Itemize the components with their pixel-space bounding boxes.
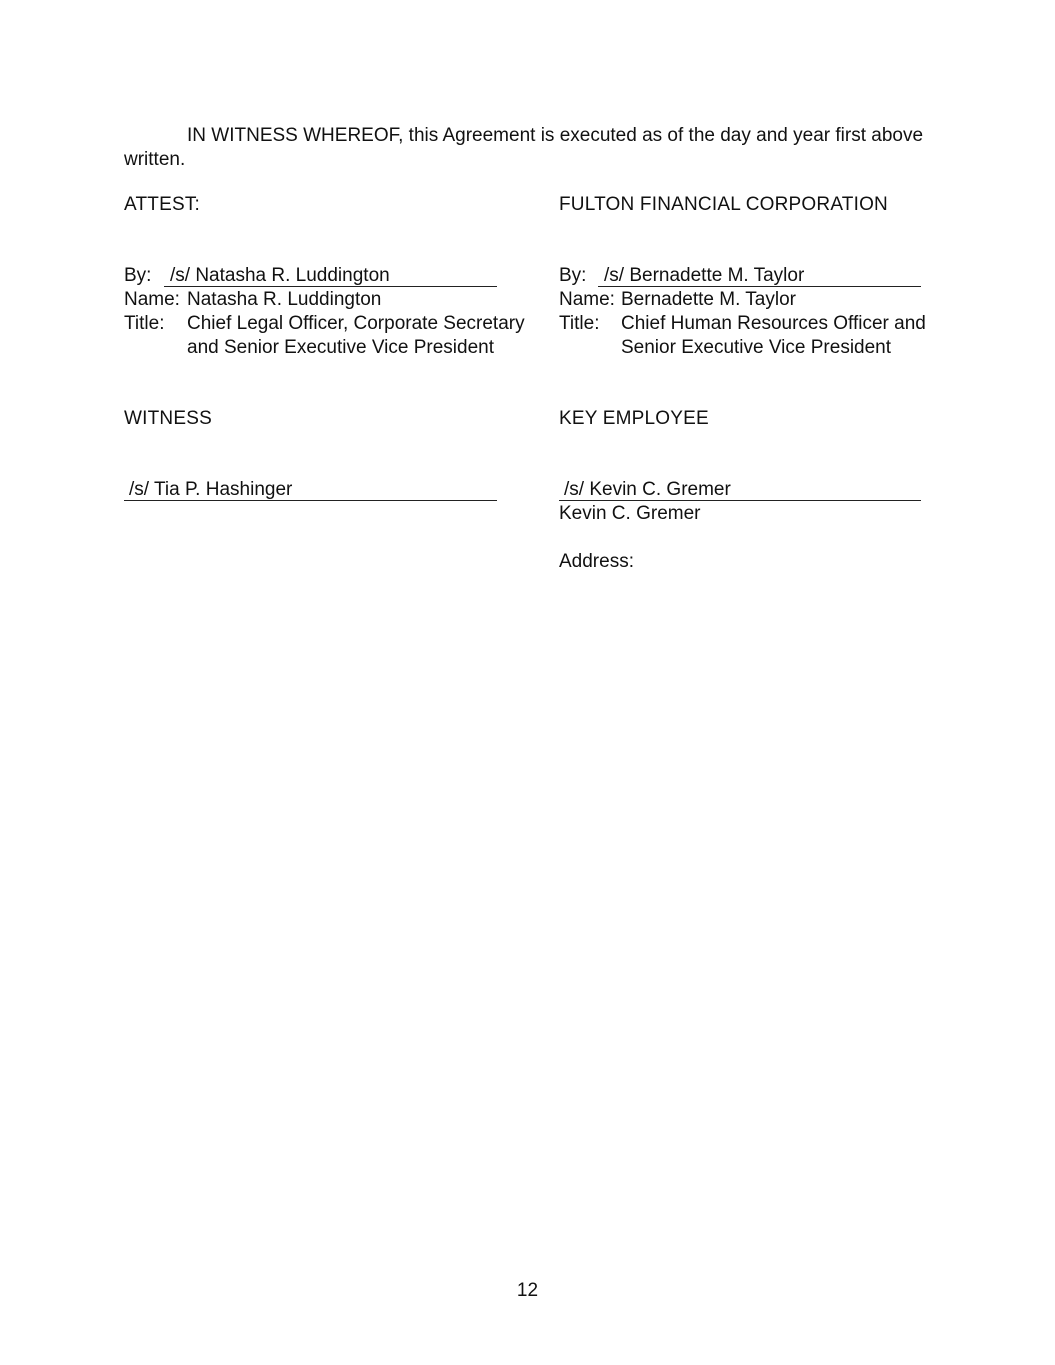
company-name-label: Name:	[559, 289, 615, 310]
witness-signature-line	[124, 500, 497, 501]
employee-signature: /s/ Kevin C. Gremer	[564, 479, 731, 500]
company-by-label: By:	[559, 265, 587, 286]
employee-signature-line	[559, 500, 921, 501]
attest-signature-line	[164, 286, 497, 287]
attest-name-label: Name:	[124, 289, 180, 310]
attest-title-label: Title:	[124, 313, 165, 334]
company-name: Bernadette M. Taylor	[621, 289, 796, 310]
witness-signature: /s/ Tia P. Hashinger	[129, 479, 293, 500]
intro-text-line-2: written.	[124, 149, 186, 170]
employee-heading: KEY EMPLOYEE	[559, 408, 709, 429]
attest-by-label: By:	[124, 265, 152, 286]
attest-heading: ATTEST:	[124, 194, 200, 215]
employee-name: Kevin C. Gremer	[559, 503, 701, 524]
employee-address-label: Address:	[559, 551, 634, 572]
attest-signature: /s/ Natasha R. Luddington	[170, 265, 390, 286]
company-title-line-1: Chief Human Resources Officer and	[621, 313, 926, 334]
intro-text-line-1: IN WITNESS WHEREOF, this Agreement is executed as of the day and year first above	[187, 125, 924, 146]
witness-heading: WITNESS	[124, 408, 212, 429]
attest-title-line-1: Chief Legal Officer, Corporate Secretary	[187, 313, 525, 334]
company-title-label: Title:	[559, 313, 600, 334]
company-signature-line	[598, 286, 921, 287]
company-title-line-2: Senior Executive Vice President	[621, 337, 892, 358]
company-heading: FULTON FINANCIAL CORPORATION	[559, 194, 888, 215]
page-number: 12	[516, 1280, 539, 1301]
company-signature: /s/ Bernadette M. Taylor	[604, 265, 805, 286]
attest-title-line-2: and Senior Executive Vice President	[187, 337, 494, 358]
attest-name: Natasha R. Luddington	[187, 289, 382, 310]
